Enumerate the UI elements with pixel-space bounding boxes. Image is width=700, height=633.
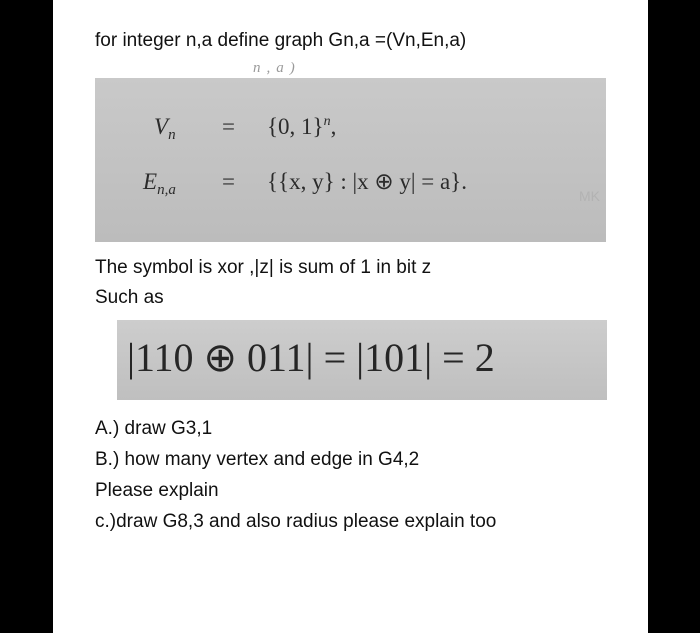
cut-off-text: n,a) <box>253 62 301 76</box>
vertex-set-rhs: {0, 1}$^n$, <box>267 114 337 139</box>
example-image <box>117 320 607 400</box>
edge-set-rhs: {{x, y} : |x ⊕ y| = a}. <box>267 169 467 194</box>
symbol-note: The symbol is xor ,|z| is sum of 1 in bit z <box>95 257 432 278</box>
part-a: A.) draw G3,1 <box>95 418 213 439</box>
part-c: c.)draw G8,3 and also radius please explain too <box>95 511 497 532</box>
question-page <box>53 0 648 633</box>
intro-text: for integer n,a define graph Gn,a =(Vn,En,a) <box>95 30 467 51</box>
definition-image <box>95 78 606 242</box>
vertex-set-equals: = <box>222 114 235 139</box>
xor-example: |110 ⊕ 011| = |101| = 2 <box>127 335 495 380</box>
vertex-set-lhs: $V_n$ <box>154 114 176 143</box>
edge-set-equals: = <box>222 169 235 194</box>
edge-set-lhs: $E_{n,a}$ <box>143 169 176 198</box>
watermark: MK <box>579 188 600 204</box>
cut-off-text-strip <box>111 62 491 76</box>
part-b: B.) how many vertex and edge in G4,2 <box>95 449 420 470</box>
such-as-label: Such as <box>95 287 164 308</box>
part-b-explain: Please explain <box>95 480 219 501</box>
